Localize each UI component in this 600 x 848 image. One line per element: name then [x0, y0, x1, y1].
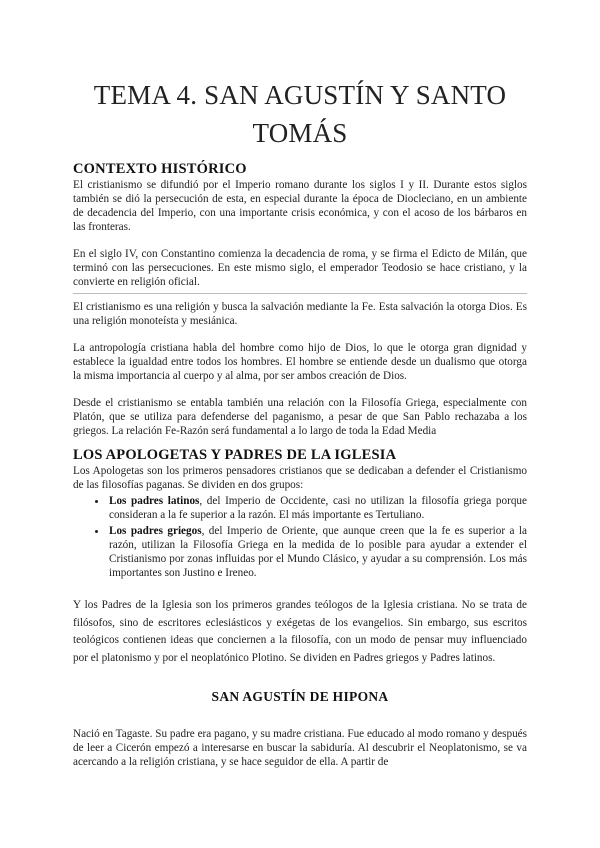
paragraph: En el siglo IV, con Constantino comienza la decadencia de roma, y se firma el Edicto de Milán, que terminó con las persecuciones. En este mismo siglo, el emperador Teodosio se hace cristiano, y la convierte en religión oficial.	[73, 248, 527, 288]
section-heading-san-agustin: SAN AGUSTÍN DE HIPONA	[211, 689, 389, 704]
list-item-text: , del Imperio de Oriente, que aunque creen que la fe es superior a la razón, utilizan la Filosofía Griega en la medida de lo posible para ayudar a extender el Cristianismo por zonas influidas por el Mundo Clásico, y ayudar a su comprensión. Los más importantes son Justino e Ireneo.	[109, 525, 527, 579]
section-heading-contexto: CONTEXTO HISTÓRICO	[73, 161, 247, 177]
divider	[73, 293, 527, 294]
list-item	[107, 524, 527, 580]
paragraph: El cristianismo se difundió por el Imperio romano durante los siglos I y II. Durante estos siglos también se dió la persecución de esta, en especial durante la época de Diocleciano, en un ambiente de decadencia del Imperio, con una importante crisis económica, y con el acoso de los bárbaros en las fronteras.	[73, 179, 527, 233]
paragraph: Nació en Tagaste. Su padre era pagano, y su madre cristiana. Fue educado al modo romano y después de leer a Cicerón empezó a interesarse en buscar la sabiduría. Al descubrir el Neoplatonismo, se va acercando a la religión cristiana, y se hace seguidor de ella. A partir de	[73, 728, 527, 768]
paragraph: El cristianismo es una religión y busca la salvación mediante la Fe. Esta salvación la otorga Dios. Es una religión monoteísta y mesiánica.	[73, 301, 527, 327]
document-title: TEMA 4. SAN AGUSTÍN Y SANTO TOMÁS	[93, 80, 507, 148]
bullet-list	[73, 494, 527, 580]
paragraph: Desde el cristianismo se entabla también una relación con la Filosofía Griega, especialmente con Platón, que se utiliza para defenderse del paganismo, a pesar de que San Pablo rechazaba a los griegos. La relación Fe-Razón será fundamental a lo largo de toda la Edad Media	[73, 397, 527, 437]
paragraph: Los Apologetas son los primeros pensadores cristianos que se dedicaban a defender el Cristianismo de las filosofías paganas. Se dividen en dos grupos:	[73, 465, 527, 491]
paragraph: La antropología cristiana habla del hombre como hijo de Dios, lo que le otorga gran dignidad y establece la igualdad entre todos los hombres. El hombre se entiende desde un dualismo que otorga la misma importancia al cuerpo y al alma, por ser ambos creación de Dios.	[73, 342, 527, 382]
list-item-bold: Los padres latinos	[109, 495, 200, 507]
list-item-bold: Los padres griegos	[109, 525, 202, 537]
list-item	[107, 494, 527, 522]
section-heading-apologetas: LOS APOLOGETAS Y PADRES DE LA IGLESIA	[73, 447, 397, 463]
list-item-text: , del Imperio de Occidente, casi no utilizan la filosofía griega porque consideran a la fe superior a la razón. El más importante es Tertuliano.	[109, 495, 527, 521]
paragraph: Y los Padres de la Iglesia son los primeros grandes teólogos de la Iglesia cristiana. No se trata de filósofos, sino de escritores eclesiásticos y exégetas de los evangelios. Sin embargo, sus escritos teológicos contienen ideas que conciernen a la filosofía, con un modo de pensar muy influenciado por el platonismo y por el neoplatónico Plotino. Se dividen en Padres griegos y Padres latinos.	[73, 599, 527, 664]
